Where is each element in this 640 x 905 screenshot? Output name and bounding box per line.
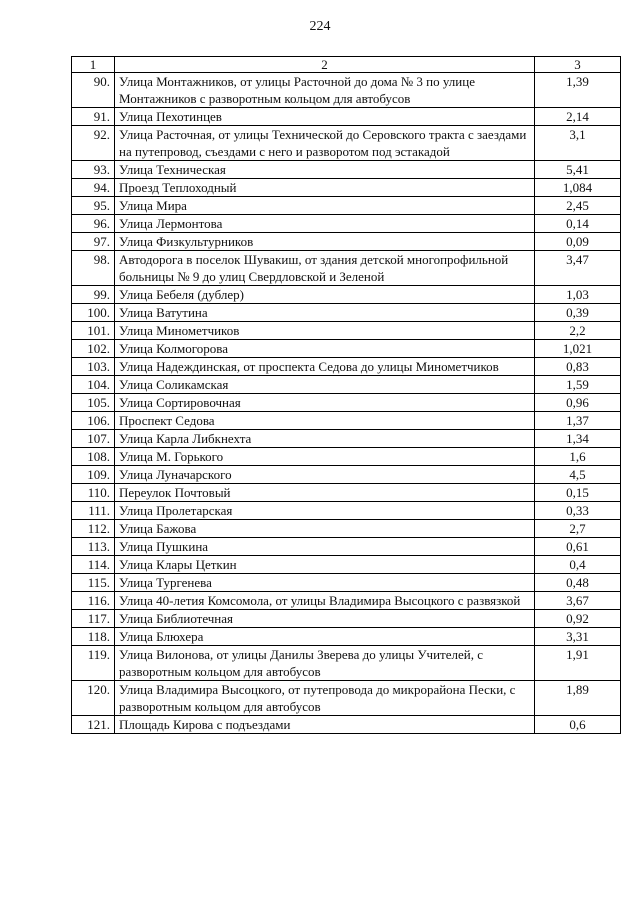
table-row [72,556,621,574]
row-number: 111. [72,502,115,520]
row-number: 116. [72,592,115,610]
road-length: 1,084 [535,179,621,197]
page-number: 224 [309,19,331,34]
road-name: Улица Бебеля (дублер) [115,286,535,304]
road-length: 0,6 [535,716,621,734]
road-length: 2,2 [535,322,621,340]
table-row [72,126,621,161]
row-number: 101. [72,322,115,340]
road-name: Улица Карла Либкнехта [115,430,535,448]
header-col-1: 1 [72,57,115,73]
row-number: 102. [72,340,115,358]
road-name: Улица М. Горького [115,448,535,466]
road-length: 5,41 [535,161,621,179]
road-length: 0,33 [535,502,621,520]
road-length: 0,14 [535,215,621,233]
road-name: Улица Мира [115,197,535,215]
road-name: Улица Сортировочная [115,394,535,412]
road-name: Площадь Кирова с подъездами [115,716,535,734]
row-number: 119. [72,646,115,681]
table-row [72,197,621,215]
row-number: 114. [72,556,115,574]
row-number: 110. [72,484,115,502]
road-length: 1,91 [535,646,621,681]
row-number: 91. [72,108,115,126]
table-row [72,681,621,716]
row-number: 96. [72,215,115,233]
road-name: Улица Колмогорова [115,340,535,358]
road-name: Улица Физкультурников [115,233,535,251]
road-length: 2,45 [535,197,621,215]
table-row [72,161,621,179]
road-length: 0,61 [535,538,621,556]
row-number: 95. [72,197,115,215]
table-row [72,484,621,502]
header-col-3: 3 [535,57,621,73]
row-number: 121. [72,716,115,734]
road-name: Улица Лермонтова [115,215,535,233]
row-number: 104. [72,376,115,394]
row-number: 115. [72,574,115,592]
road-length: 1,34 [535,430,621,448]
table-body [72,73,621,734]
row-number: 117. [72,610,115,628]
road-length: 3,1 [535,126,621,161]
road-length: 0,39 [535,304,621,322]
table-row [72,574,621,592]
road-name: Улица 40-летия Комсомола, от улицы Владимира Высоцкого с развязкой [115,592,535,610]
row-number: 97. [72,233,115,251]
road-length: 3,31 [535,628,621,646]
road-length: 4,5 [535,466,621,484]
header-col-2: 2 [115,57,535,73]
road-length: 1,37 [535,412,621,430]
road-length: 0,09 [535,233,621,251]
table-row [72,412,621,430]
table-row [72,376,621,394]
row-number: 105. [72,394,115,412]
row-number: 99. [72,286,115,304]
table-row [72,448,621,466]
table-row [72,322,621,340]
road-name: Улица Пролетарская [115,502,535,520]
road-length: 1,6 [535,448,621,466]
row-number: 113. [72,538,115,556]
road-name: Улица Тургенева [115,574,535,592]
table-row [72,430,621,448]
road-name: Улица Вилонова, от улицы Данилы Зверева до улицы Учителей, с разворотным кольцом для автобусов [115,646,535,681]
road-length: 0,4 [535,556,621,574]
road-name: Улица Владимира Высоцкого, от путепровода до микрорайона Пески, с разворотным кольцом для автобусов [115,681,535,716]
table-header [72,57,621,73]
table-row [72,358,621,376]
row-number: 100. [72,304,115,322]
road-length: 1,89 [535,681,621,716]
table-row [72,251,621,286]
road-name: Улица Техническая [115,161,535,179]
row-number: 103. [72,358,115,376]
road-name: Улица Ватутина [115,304,535,322]
row-number: 98. [72,251,115,286]
table-row [72,179,621,197]
table-row [72,646,621,681]
row-number: 92. [72,126,115,161]
road-length: 1,39 [535,73,621,108]
road-length: 0,92 [535,610,621,628]
road-length: 0,83 [535,358,621,376]
road-name: Улица Пехотинцев [115,108,535,126]
row-number: 94. [72,179,115,197]
road-name: Переулок Почтовый [115,484,535,502]
row-number: 112. [72,520,115,538]
road-length: 3,67 [535,592,621,610]
table-row [72,340,621,358]
road-length: 3,47 [535,251,621,286]
table-row [72,520,621,538]
table-row [72,502,621,520]
table-row [72,233,621,251]
table-row [72,592,621,610]
road-length: 1,03 [535,286,621,304]
road-length: 2,7 [535,520,621,538]
road-length: 2,14 [535,108,621,126]
table-row [72,628,621,646]
road-name: Улица Минометчиков [115,322,535,340]
row-number: 109. [72,466,115,484]
road-name: Улица Клары Цеткин [115,556,535,574]
row-number: 93. [72,161,115,179]
road-name: Улица Блюхера [115,628,535,646]
row-number: 118. [72,628,115,646]
row-number: 120. [72,681,115,716]
road-name: Улица Монтажников, от улицы Расточной до дома № 3 по улице Монтажников с разворотным кольцом для автобусов [115,73,535,108]
table-row [72,108,621,126]
road-length: 1,59 [535,376,621,394]
table-row [72,716,621,734]
table-row [72,610,621,628]
road-name: Автодорога в поселок Шувакиш, от здания детской многопрофильной больницы № 9 до улиц Свердловской и Зеленой [115,251,535,286]
road-name: Улица Библиотечная [115,610,535,628]
road-name: Улица Луначарского [115,466,535,484]
row-number: 107. [72,430,115,448]
road-name: Улица Надеждинская, от проспекта Седова до улицы Минометчиков [115,358,535,376]
row-number: 106. [72,412,115,430]
road-name: Улица Расточная, от улицы Технической до Серовского тракта с заездами на путепровод, съездами с него и разворотом под эстакадой [115,126,535,161]
table-header-row [72,57,621,73]
road-length: 1,021 [535,340,621,358]
roads-table [71,56,621,734]
table-row [72,394,621,412]
road-length: 0,96 [535,394,621,412]
row-number: 108. [72,448,115,466]
road-name: Улица Соликамская [115,376,535,394]
table-row [72,304,621,322]
road-name: Улица Пушкина [115,538,535,556]
road-name: Проспект Седова [115,412,535,430]
table-row [72,215,621,233]
road-name: Проезд Теплоходный [115,179,535,197]
road-length: 0,48 [535,574,621,592]
table-row [72,73,621,108]
road-length: 0,15 [535,484,621,502]
table-row [72,466,621,484]
row-number: 90. [72,73,115,108]
road-name: Улица Бажова [115,520,535,538]
table-row [72,286,621,304]
table-row [72,538,621,556]
